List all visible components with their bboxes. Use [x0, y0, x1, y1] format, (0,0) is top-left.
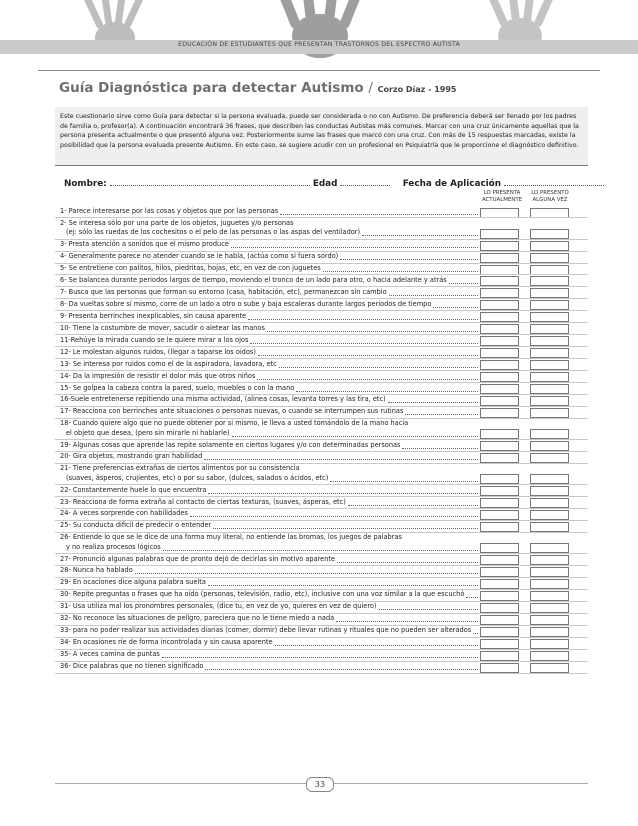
- checkbox-presento[interactable]: [530, 253, 569, 263]
- checkbox-presenta[interactable]: [480, 567, 519, 577]
- dot-leader: [208, 585, 478, 586]
- question-text: 12- Le molestan algunos ruidos, (llegar a taparse los oidos): [60, 347, 256, 356]
- checkbox-presento[interactable]: [530, 474, 569, 484]
- question-text: 1- Parece interesarse por las cosas y objetos que por las personas: [60, 207, 279, 215]
- question-text: 26- Entiende lo que se le dice de una forma muy literal, no entiende las bromas, los juegos de palabras: [60, 533, 402, 542]
- checkbox-presenta[interactable]: [480, 591, 519, 601]
- dot-leader: [296, 391, 478, 392]
- checkbox-presenta[interactable]: [480, 579, 519, 589]
- checkbox-presento[interactable]: [530, 651, 569, 661]
- dot-leader: [433, 307, 478, 308]
- question-text: 19- Algunas cosas que aprende las repite solamente en ciertos lugares y/o con determinadas personas: [60, 440, 401, 449]
- question-text: 23- Reacciona de forma extraña al contacto de ciertas texturas, (suaves, ásperas, etc): [60, 497, 346, 506]
- checkbox-presenta[interactable]: [480, 543, 519, 553]
- checkbox-presenta[interactable]: [480, 408, 519, 418]
- question-text: 4- Generalmente parece no atender cuando se le habla, (actúa como si fuera sordo): [60, 252, 339, 261]
- checkbox-presento[interactable]: [530, 336, 569, 346]
- dot-leader: [204, 459, 478, 460]
- checkbox-presenta[interactable]: [480, 288, 519, 298]
- checkbox-presenta[interactable]: [480, 510, 519, 520]
- checkbox-presenta[interactable]: [480, 208, 519, 218]
- checkbox-presenta[interactable]: [480, 441, 519, 451]
- question-text: (suaves, ásperos, crujientes, etc) o por su sabor, (dulces, salados o ácidos, etc): [66, 473, 329, 482]
- checkbox-presento[interactable]: [530, 498, 569, 508]
- question-text: el objeto que desea, (pero sin mirarle ni hablarle): [66, 428, 230, 437]
- question-text: 15- Se golpea la cabeza contra la pared, suelo, muebles o con la mano: [60, 383, 295, 392]
- dot-leader: [162, 657, 478, 658]
- row-divider: [55, 565, 588, 566]
- question-text: 35- A veces camina de puntas: [60, 650, 160, 659]
- dot-leader: [280, 214, 478, 215]
- question-text: 34- En ocasiones ríe de forma incontrolada y sin causa aparente: [60, 638, 273, 647]
- question-text: 17- Reacciona con berrinches ante situaciones o personas nuevas, o cuando se interrumpen sus rutinas: [60, 407, 404, 416]
- checkbox-presenta[interactable]: [480, 336, 519, 346]
- nombre-field[interactable]: [110, 178, 310, 186]
- dot-leader: [208, 493, 478, 494]
- question-text: 21- Tiene preferencias extrañas de ciertos alimentos por su consistencia: [60, 464, 300, 473]
- dot-leader: [248, 319, 478, 320]
- checkbox-presento[interactable]: [530, 429, 569, 439]
- checkbox-presento[interactable]: [530, 384, 569, 394]
- checkbox-presenta[interactable]: [480, 522, 519, 532]
- dot-leader: [348, 505, 478, 506]
- dot-leader: [190, 516, 478, 517]
- checkbox-presento[interactable]: [530, 453, 569, 463]
- checkbox-presento[interactable]: [530, 396, 569, 406]
- dot-leader: [231, 247, 478, 248]
- checkbox-presenta[interactable]: [480, 253, 519, 263]
- fecha-field[interactable]: [504, 178, 604, 186]
- checkbox-presento[interactable]: [530, 567, 569, 577]
- header-band: [0, 0, 638, 70]
- question-text: 2- Se interesa sólo por una parte de los objetos, juguetes y/o personas: [60, 218, 294, 227]
- checkbox-presenta[interactable]: [480, 360, 519, 370]
- checkbox-presenta[interactable]: [480, 651, 519, 661]
- question-text: 20- Gira objetos, mostrando gran habilidad: [60, 452, 203, 461]
- checkbox-presento[interactable]: [530, 627, 569, 637]
- dot-leader: [213, 528, 478, 529]
- header-rule: [38, 70, 600, 71]
- header-banner-text: EDUCACIÓN DE ESTUDIANTES QUE PRESENTAN TRASTORNOS DEL ESPECTRO AUTISTA: [178, 41, 460, 48]
- dot-leader: [205, 669, 478, 670]
- dot-leader: [258, 355, 478, 356]
- dot-leader: [336, 621, 478, 622]
- checkbox-presenta[interactable]: [480, 603, 519, 613]
- question-text: 31- Usa utiliza mal los pronombres personales, (dice tu, en vez de yo, quieres en vez de quiero): [60, 602, 377, 611]
- question-text: 11-Rehúye la mirada cuando se le quiere mirar a los ojos: [60, 335, 249, 344]
- checkbox-presento[interactable]: [530, 486, 569, 496]
- dot-leader: [402, 448, 478, 449]
- column-header-presento: [526, 190, 574, 204]
- dot-leader: [362, 235, 478, 236]
- question-text: 32- No reconoce las situaciones de peligro, pareciera que no le tiene miedo a nada: [60, 614, 335, 623]
- checkbox-presento[interactable]: [530, 300, 569, 310]
- dot-leader: [405, 414, 478, 415]
- question-text: 6- Se balancea durante periodos largos de tiempo, moviendo el tronco de un lado para otro, o hacia adelante y atrás: [60, 275, 447, 284]
- form-fields-row: [64, 178, 604, 189]
- checkbox-presenta[interactable]: [480, 453, 519, 463]
- dot-leader: [279, 367, 478, 368]
- checkbox-presenta[interactable]: [480, 241, 519, 251]
- checkbox-presento[interactable]: [530, 591, 569, 601]
- column-header-presenta-line1: LO PRESENTA: [483, 190, 521, 196]
- dot-leader: [330, 481, 478, 482]
- checkbox-presenta[interactable]: [480, 384, 519, 394]
- checkbox-presento[interactable]: [530, 543, 569, 553]
- question-text: 13- Se interesa por ruidos como el de la aspiradora, lavadora, etc: [60, 359, 277, 368]
- checkbox-presenta[interactable]: [480, 396, 519, 406]
- question-text: 33- para no poder realizar sus actividades diarias (comer, dormir) debe llevar rutinas y rituales que no pueden ser alterados: [60, 626, 472, 635]
- checkbox-presenta[interactable]: [480, 663, 519, 673]
- column-header-presento-line2: ALGUNA VEZ: [532, 197, 568, 203]
- checkbox-presento[interactable]: [530, 241, 569, 251]
- question-text: 36- Dice palabras que no tienen significado: [60, 662, 204, 671]
- question-text: y no realiza procesos lógicos: [66, 542, 161, 551]
- checkbox-presenta[interactable]: [480, 324, 519, 334]
- dot-leader: [449, 283, 478, 284]
- checkbox-presenta[interactable]: [480, 498, 519, 508]
- checkbox-presento[interactable]: [530, 663, 569, 673]
- checkbox-presento[interactable]: [530, 579, 569, 589]
- checkbox-presento[interactable]: [530, 324, 569, 334]
- intro-paragraph: Este cuestionario sirve como Guía para detectar si la persona evaluada, puede ser considerada o no con Autismo. De preferencia deberá ser llenado por los padres de familia o, profesor(a). A continuación encontrará 36 frases, que describen las conductas Autistas más comunes. Marcar con una cruz únicamente aquellas que la persona presenta actualmente o que presentó alguna vez. Posteriormente sume las frases que marcó con una cruz. Con más de 15 respuestas marcadas, existe la posibilidad que la persona evaluada presente Autismo. En este caso, se sugiere acudir con un profesional en Psiquiatría que le proporcione el diagnóstico definitivo.: [60, 113, 579, 149]
- checkbox-presenta[interactable]: [480, 372, 519, 382]
- question-text: (ej: sólo las ruedas de los cochesitos o el pelo de las personas o las aspas del ventilador): [66, 228, 361, 237]
- checkbox-presento[interactable]: [530, 408, 569, 418]
- question-text: 16-Suele entretenerse repitiendo una misma actividad, (alinea cosas, levanta torres y las tira, etc): [60, 395, 386, 404]
- question-text: 25- Su conducta dificil de predecir o entender: [60, 521, 212, 530]
- edad-label: Edad: [312, 179, 338, 189]
- question-text: 22- Constantemente huele lo que encuentra: [60, 485, 207, 494]
- question-text: 27- Pronunció algunas palabras que de pronto dejó de decirlas sin motivo aparente: [60, 554, 336, 563]
- checkbox-presenta[interactable]: [480, 615, 519, 625]
- dot-leader: [267, 331, 478, 332]
- dot-leader: [466, 597, 478, 598]
- checkbox-presento[interactable]: [530, 229, 569, 239]
- row-divider: [55, 673, 588, 674]
- checkbox-presento[interactable]: [530, 615, 569, 625]
- question-text: 18- Cuando quiere algo que no puede obtener por si mismo, le lleva a usted tomándolo de la mano hacia: [60, 419, 409, 428]
- checkbox-presenta[interactable]: [480, 474, 519, 484]
- checkbox-presento[interactable]: [530, 360, 569, 370]
- edad-field[interactable]: [340, 178, 390, 186]
- question-text: 10- Tiene la costumbre de mover, sacudir o aletear las manos: [60, 323, 265, 332]
- dot-leader: [323, 271, 478, 272]
- checkbox-presenta[interactable]: [480, 639, 519, 649]
- question-text: 8- Da vueltas sobre sí mismo, corre de un lado a otro o sube y baja escaleras durante largos periodos de tiempo: [60, 299, 432, 308]
- checkbox-presento[interactable]: [530, 510, 569, 520]
- question-text: 9- Presenta berrinches inexplicables, sin causa aparente: [60, 311, 247, 320]
- checkbox-presento[interactable]: [530, 288, 569, 298]
- page-number: 33: [306, 777, 334, 792]
- question-text: 14- Da la impresión de resistir el dolor más que otros niños: [60, 371, 256, 380]
- checkbox-presento[interactable]: [530, 208, 569, 218]
- checkbox-presenta[interactable]: [480, 276, 519, 286]
- hand-print-decoration-icon: [250, 0, 390, 66]
- checkbox-presenta[interactable]: [480, 555, 519, 565]
- dot-leader: [340, 259, 478, 260]
- checkbox-presento[interactable]: [530, 639, 569, 649]
- checkbox-presento[interactable]: [530, 555, 569, 565]
- checkbox-presenta[interactable]: [480, 627, 519, 637]
- dot-leader: [379, 609, 478, 610]
- dot-leader: [389, 295, 478, 296]
- question-text: 24- A veces sorprende con habilidades: [60, 509, 188, 518]
- checkbox-presenta[interactable]: [480, 348, 519, 358]
- checkbox-presento[interactable]: [530, 372, 569, 382]
- checkbox-presento[interactable]: [530, 441, 569, 451]
- dot-leader: [250, 343, 478, 344]
- dot-leader: [473, 633, 478, 634]
- question-text: 28- Nunca ha hablado: [60, 566, 133, 575]
- question-text: 30- Repite preguntas o frases que ha oído (personas, televisión, radio, etc), inclusive con una voz similar a la que escuchó: [60, 590, 465, 599]
- column-header-presento-line1: LO PRESENTÓ: [531, 190, 569, 196]
- title-main: Guía Diagnóstica para detectar Autismo: [59, 80, 364, 96]
- question-text: 29- En ocaciones dice alguna palabra suelta: [60, 578, 206, 587]
- page-title: [59, 80, 456, 96]
- question-text: 3- Presta atención a sonidos que el mismo produce: [60, 240, 229, 249]
- nombre-label: Nombre:: [64, 179, 107, 189]
- checkbox-presenta[interactable]: [480, 486, 519, 496]
- checkbox-presenta[interactable]: [480, 312, 519, 322]
- dot-leader: [388, 402, 478, 403]
- title-slash: /: [368, 80, 373, 96]
- checkbox-presento[interactable]: [530, 276, 569, 286]
- checkbox-presento[interactable]: [530, 312, 569, 322]
- dot-leader: [232, 436, 478, 437]
- question-text: 5- Se entretiene con palitos, hilos, piedritas, hojas, etc, en vez de con juguetes: [60, 264, 321, 272]
- checkbox-presenta[interactable]: [480, 300, 519, 310]
- dot-leader: [337, 562, 478, 563]
- title-author: Corzo Díaz - 1995: [377, 85, 457, 94]
- checkbox-presento[interactable]: [530, 265, 569, 275]
- checkbox-presento[interactable]: [530, 348, 569, 358]
- dot-leader: [275, 645, 478, 646]
- dot-leader: [135, 573, 478, 574]
- checkbox-presenta[interactable]: [480, 265, 519, 275]
- checkbox-presenta[interactable]: [480, 229, 519, 239]
- question-text: 7- Busca que las personas que forman su entorno (casa, habitación, etc), permanezcan sin cambio: [60, 287, 387, 296]
- dot-leader: [257, 379, 478, 380]
- column-header-presenta-line2: ACTUALMENTE: [481, 197, 523, 203]
- fecha-label: Fecha de Aplicación: [402, 179, 501, 189]
- dot-leader: [163, 550, 478, 551]
- checkbox-presento[interactable]: [530, 603, 569, 613]
- checkbox-presento[interactable]: [530, 522, 569, 532]
- checkbox-presenta[interactable]: [480, 429, 519, 439]
- column-header-presenta: [480, 190, 524, 204]
